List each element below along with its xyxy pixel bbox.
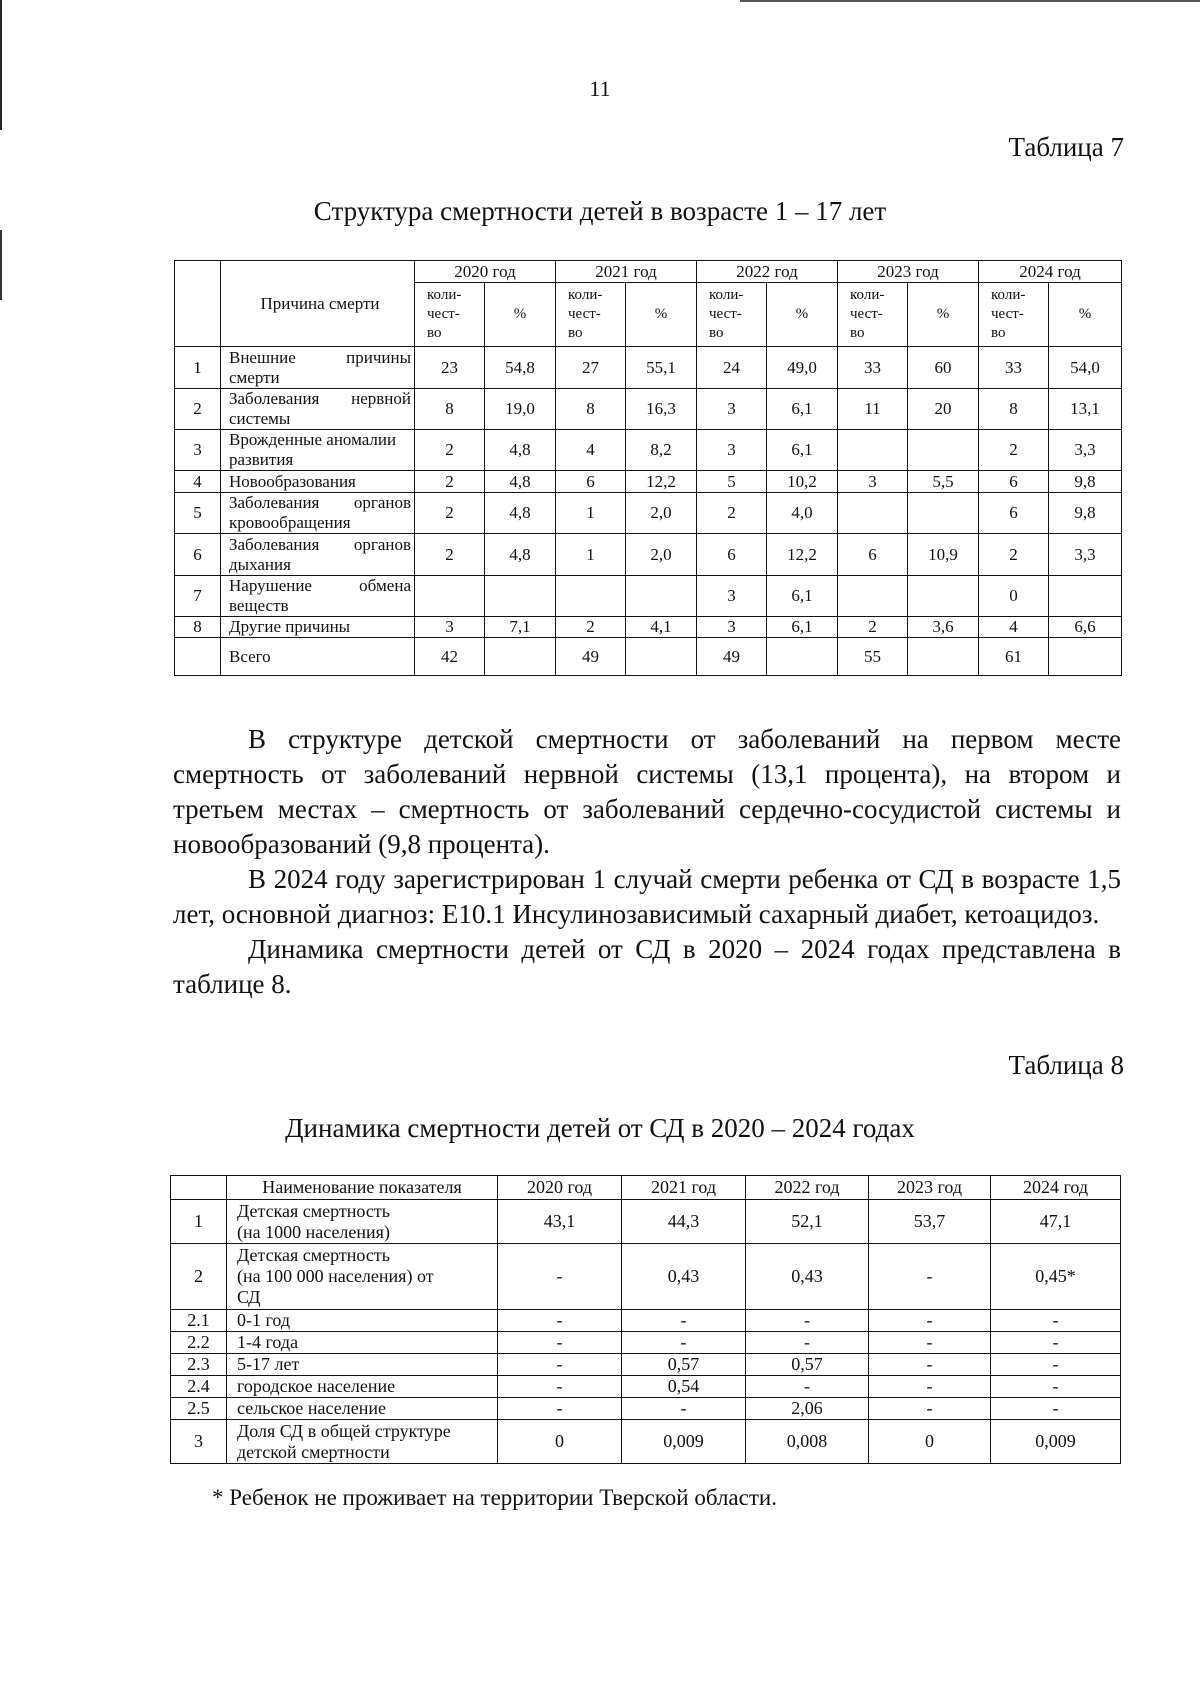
table8-cell-value: - (622, 1398, 746, 1420)
table8-row-num: 2.2 (171, 1332, 227, 1354)
table7-cell-count: 27 (556, 347, 626, 389)
table8-cell-value: - (622, 1310, 746, 1332)
table8-row-indicator: Детская смертность (на 100 000 населения) от СД (227, 1244, 498, 1310)
table7-row (175, 576, 1122, 617)
table7-row-cause: Другие причины (221, 617, 415, 638)
table7-row (175, 534, 1122, 576)
table7-cell-count: 4 (979, 617, 1049, 638)
table7-cell-count: 24 (697, 347, 767, 389)
table7-cell-count: 49 (556, 638, 626, 676)
table7-subheader-percent: % (485, 283, 556, 347)
table7-subheader-count: коли- чест- во (979, 283, 1049, 347)
table8-footnote: * Ребенок не проживает на территории Тверской области. (212, 1485, 777, 1510)
body-paragraph: Динамика смертности детей от СД в 2020 – 2024 годах представлена в таблице 8. (173, 934, 1121, 999)
table7-subheader-count: коли- чест- во (838, 283, 908, 347)
table8-header-indicator: Наименование показателя (227, 1176, 498, 1200)
table7-cell-percent (908, 638, 979, 676)
table7-cell-count: 2 (979, 430, 1049, 471)
table7-cell-percent: 10,9 (908, 534, 979, 576)
table7-cell-count: 49 (697, 638, 767, 676)
table7-cell-percent: 60 (908, 347, 979, 389)
table7-cell-percent (767, 638, 838, 676)
table8-cell-value: - (991, 1310, 1121, 1332)
table8-cell-value: 52,1 (746, 1200, 869, 1244)
table8-row-indicator: 5-17 лет (227, 1354, 498, 1376)
table8-cell-value: - (498, 1332, 622, 1354)
table7-cell-percent: 6,1 (767, 430, 838, 471)
table7-cell-percent: 3,3 (1049, 430, 1122, 471)
table8-cell-value: 47,1 (991, 1200, 1121, 1244)
table7-cell-percent: 20 (908, 389, 979, 430)
table8-cell-value: - (622, 1332, 746, 1354)
scan-top-mark (740, 0, 1200, 2)
table7-row (175, 471, 1122, 493)
table7-cell-percent: 9,8 (1049, 493, 1122, 534)
table7-cell-count: 55 (838, 638, 908, 676)
table8-cell-value: 0,57 (622, 1354, 746, 1376)
table7-cell-percent (908, 430, 979, 471)
table7-cell-percent: 6,1 (767, 617, 838, 638)
table7-cell-percent (1049, 576, 1122, 617)
table7-row (175, 493, 1122, 534)
table7-row-num: 3 (175, 430, 221, 471)
table8-cell-value: 0 (498, 1420, 622, 1464)
table8-cell-value: - (746, 1376, 869, 1398)
table7-subheader-percent: % (626, 283, 697, 347)
table7-row (175, 617, 1122, 638)
table7-cell-percent: 2,0 (626, 493, 697, 534)
table8-row-num: 3 (171, 1420, 227, 1464)
table8-row (171, 1244, 1121, 1310)
table7-cell-count: 2 (556, 617, 626, 638)
table7-cell-count: 2 (838, 617, 908, 638)
table8-cell-value: - (498, 1354, 622, 1376)
table8-cell-value: - (746, 1332, 869, 1354)
table7-cell-count: 0 (979, 576, 1049, 617)
table8-cell-value: 0,43 (622, 1244, 746, 1310)
table7-row-cause: Заболевания органов кровообращения (221, 493, 415, 534)
table7-cell-count: 33 (838, 347, 908, 389)
table8-cell-value: 43,1 (498, 1200, 622, 1244)
table7-row-num: 1 (175, 347, 221, 389)
table8-row-indicator: сельское население (227, 1398, 498, 1420)
body-paragraph: В структуре детской смертности от заболеваний на первом месте смертность от заболеваний нервной системы (13,1 процента), на втором и третьем местах – смертность от заболеваний сердечно-сосудистой системы и новообразований (9,8 процента). (173, 724, 1121, 859)
table7-cell-count: 1 (556, 493, 626, 534)
table7-cell-percent (626, 638, 697, 676)
table7-cell-count (838, 493, 908, 534)
table7-header-year: 2024 год (979, 261, 1122, 283)
table7-subheader-count: коли- чест- во (556, 283, 626, 347)
table7-row-num (175, 638, 221, 676)
table7-cell-count: 2 (415, 534, 485, 576)
table7-cell-percent: 16,3 (626, 389, 697, 430)
table7-cell-count: 1 (556, 534, 626, 576)
table8-cell-value: 0,009 (991, 1420, 1121, 1464)
table8-row (171, 1354, 1121, 1376)
table7-row-cause: Нарушение обмена веществ (221, 576, 415, 617)
table7-cell-count: 8 (979, 389, 1049, 430)
table8-row-indicator: 1-4 года (227, 1332, 498, 1354)
table7-row-num: 6 (175, 534, 221, 576)
table8-caption: Динамика смертности детей от СД в 2020 – 2024 годах (285, 1113, 915, 1143)
table7-cell-count: 33 (979, 347, 1049, 389)
table7-cell-count: 8 (415, 389, 485, 430)
table8-row-indicator: Детская смертность (на 1000 населения) (227, 1200, 498, 1244)
table8-row-indicator: городское население (227, 1376, 498, 1398)
table7-row-num: 5 (175, 493, 221, 534)
table7-subheader-count: коли- чест- во (697, 283, 767, 347)
table7-cell-percent: 4,0 (767, 493, 838, 534)
table8-row-num: 2.1 (171, 1310, 227, 1332)
table8-header-num (171, 1176, 227, 1200)
table7-cell-count: 3 (415, 617, 485, 638)
table7-subheader-count: коли- чест- во (415, 283, 485, 347)
table7-subheader-percent: % (767, 283, 838, 347)
table7-cell-count (415, 576, 485, 617)
table8-row (171, 1420, 1121, 1464)
table7-cell-percent: 4,8 (485, 534, 556, 576)
table8-cell-value: - (869, 1244, 991, 1310)
table7-cell-count: 8 (556, 389, 626, 430)
table8-row (171, 1332, 1121, 1354)
table7-body (175, 347, 1122, 676)
table7-cell-count: 2 (979, 534, 1049, 576)
table8-cell-value: - (746, 1310, 869, 1332)
table7-cell-percent: 7,1 (485, 617, 556, 638)
table7-cell-percent (908, 576, 979, 617)
table7-cell-count (556, 576, 626, 617)
scan-edge-mark (0, 0, 2, 130)
table7-header-year: 2022 год (697, 261, 838, 283)
table7-cell-percent: 10,2 (767, 471, 838, 493)
table7-row (175, 347, 1122, 389)
body-text (173, 722, 1121, 1002)
table8-label: Таблица 8 (1008, 1050, 1124, 1080)
table8-cell-value: - (991, 1332, 1121, 1354)
table7-cell-percent: 4,1 (626, 617, 697, 638)
table7-cell-percent: 8,2 (626, 430, 697, 471)
table8-header-year: 2020 год (498, 1176, 622, 1200)
table7-cell-percent (626, 576, 697, 617)
table7-cell-count: 6 (979, 471, 1049, 493)
table8-row-num: 2.4 (171, 1376, 227, 1398)
scan-edge-mark (0, 230, 2, 300)
table7-row-num: 2 (175, 389, 221, 430)
table8-row-indicator: 0-1 год (227, 1310, 498, 1332)
table7-cell-count: 3 (697, 389, 767, 430)
table7-cell-percent: 4,8 (485, 430, 556, 471)
table7-cell-percent: 2,0 (626, 534, 697, 576)
table7-header-cause: Причина смерти (221, 261, 415, 347)
table7-header-year: 2023 год (838, 261, 979, 283)
table7-row-cause: Врожденные аномалии развития (221, 430, 415, 471)
table8-row (171, 1398, 1121, 1420)
table7-cell-percent: 6,1 (767, 576, 838, 617)
table7-caption: Структура смертности детей в возрасте 1 – 17 лет (313, 196, 887, 226)
table8-cell-value: - (498, 1376, 622, 1398)
page-number: 11 (589, 76, 611, 101)
table7-row-num: 8 (175, 617, 221, 638)
table8-header-year: 2022 год (746, 1176, 869, 1200)
table8-cell-value: - (869, 1376, 991, 1398)
table8-header-year: 2024 год (991, 1176, 1121, 1200)
table7-cell-count: 4 (556, 430, 626, 471)
table7-cell-percent: 3,3 (1049, 534, 1122, 576)
table8-cell-value: 44,3 (622, 1200, 746, 1244)
table7-subheader-percent: % (908, 283, 979, 347)
table7-cell-count: 23 (415, 347, 485, 389)
table7-cell-count: 2 (415, 430, 485, 471)
table7-row-cause: Заболевания нервной системы (221, 389, 415, 430)
table7-cell-count: 2 (697, 493, 767, 534)
table7-cell-percent: 54,0 (1049, 347, 1122, 389)
table7-cell-percent: 19,0 (485, 389, 556, 430)
table8-row-num: 2.3 (171, 1354, 227, 1376)
table8-cell-value: 0 (869, 1420, 991, 1464)
table7-row (175, 430, 1122, 471)
table7-cell-percent: 49,0 (767, 347, 838, 389)
table7-cell-percent: 54,8 (485, 347, 556, 389)
table7-subheader-percent: % (1049, 283, 1122, 347)
table8-row (171, 1310, 1121, 1332)
table7-row-cause: Всего (221, 638, 415, 676)
table8-body (171, 1200, 1121, 1464)
table7-row-num: 4 (175, 471, 221, 493)
table7-header-num (175, 261, 221, 347)
table7-cell-count: 3 (697, 617, 767, 638)
table8-row (171, 1200, 1121, 1244)
table7-row (175, 638, 1122, 676)
table8-cell-value: - (498, 1398, 622, 1420)
table7-cell-percent: 55,1 (626, 347, 697, 389)
table7-cell-percent (485, 638, 556, 676)
table7-row-num: 7 (175, 576, 221, 617)
table7-cell-percent: 6,6 (1049, 617, 1122, 638)
table8-cell-value: 0,57 (746, 1354, 869, 1376)
table7-cell-percent: 4,8 (485, 471, 556, 493)
table7 (174, 260, 1122, 676)
table7-cell-count: 3 (838, 471, 908, 493)
table7-cell-percent (485, 576, 556, 617)
table8-cell-value: - (869, 1332, 991, 1354)
table7-row-cause: Внешние причины смерти (221, 347, 415, 389)
table8-cell-value: - (991, 1354, 1121, 1376)
table7-cell-percent: 3,6 (908, 617, 979, 638)
table7-cell-percent (908, 493, 979, 534)
table8-row-num: 2.5 (171, 1398, 227, 1420)
table7-cell-count: 6 (838, 534, 908, 576)
table7-cell-count: 42 (415, 638, 485, 676)
table7-row-cause: Заболевания органов дыхания (221, 534, 415, 576)
table8-header-year: 2023 год (869, 1176, 991, 1200)
table7-header-year: 2021 год (556, 261, 697, 283)
table8 (170, 1175, 1121, 1464)
table7-cell-count: 5 (697, 471, 767, 493)
table7-cell-count: 3 (697, 430, 767, 471)
table7-cell-count: 6 (556, 471, 626, 493)
table7-cell-count: 6 (697, 534, 767, 576)
table8-cell-value: - (991, 1398, 1121, 1420)
table7-cell-count: 2 (415, 493, 485, 534)
table8-cell-value: - (991, 1376, 1121, 1398)
table8-cell-value: - (498, 1244, 622, 1310)
table8-header-year: 2021 год (622, 1176, 746, 1200)
table8-cell-value: 0,009 (622, 1420, 746, 1464)
table7-cell-count: 3 (697, 576, 767, 617)
table7-cell-count: 2 (415, 471, 485, 493)
table7-cell-percent: 6,1 (767, 389, 838, 430)
table8-cell-value: 53,7 (869, 1200, 991, 1244)
table8-cell-value: - (869, 1398, 991, 1420)
table7-cell-count: 6 (979, 493, 1049, 534)
body-paragraph: В 2024 году зарегистрирован 1 случай смерти ребенка от СД в возрасте 1,5 лет, основной диагноз: Е10.1 Инсулинозависимый сахарный диабет, кетоацидоз. (173, 864, 1121, 929)
table8-cell-value: 2,06 (746, 1398, 869, 1420)
table7-cell-count (838, 430, 908, 471)
table7-header-year: 2020 год (415, 261, 556, 283)
table7-cell-count: 11 (838, 389, 908, 430)
table7-row-cause: Новообразования (221, 471, 415, 493)
table7-cell-percent: 9,8 (1049, 471, 1122, 493)
table7-label: Таблица 7 (1008, 132, 1124, 162)
table7-row (175, 389, 1122, 430)
table8-cell-value: - (869, 1310, 991, 1332)
table8-cell-value: 0,45* (991, 1244, 1121, 1310)
table7-cell-percent: 12,2 (767, 534, 838, 576)
table8-row-num: 1 (171, 1200, 227, 1244)
table8-row-num: 2 (171, 1244, 227, 1310)
table8-cell-value: - (498, 1310, 622, 1332)
table8-cell-value: 0,008 (746, 1420, 869, 1464)
table8-cell-value: 0,43 (746, 1244, 869, 1310)
table8-row-indicator: Доля СД в общей структуре детской смертности (227, 1420, 498, 1464)
table7-cell-count: 61 (979, 638, 1049, 676)
table8-row (171, 1376, 1121, 1398)
table7-cell-percent: 5,5 (908, 471, 979, 493)
table8-cell-value: - (869, 1354, 991, 1376)
table7-cell-percent (1049, 638, 1122, 676)
table8-cell-value: 0,54 (622, 1376, 746, 1398)
table7-cell-percent: 4,8 (485, 493, 556, 534)
table7-cell-count (838, 576, 908, 617)
table7-cell-percent: 13,1 (1049, 389, 1122, 430)
table7-cell-percent: 12,2 (626, 471, 697, 493)
